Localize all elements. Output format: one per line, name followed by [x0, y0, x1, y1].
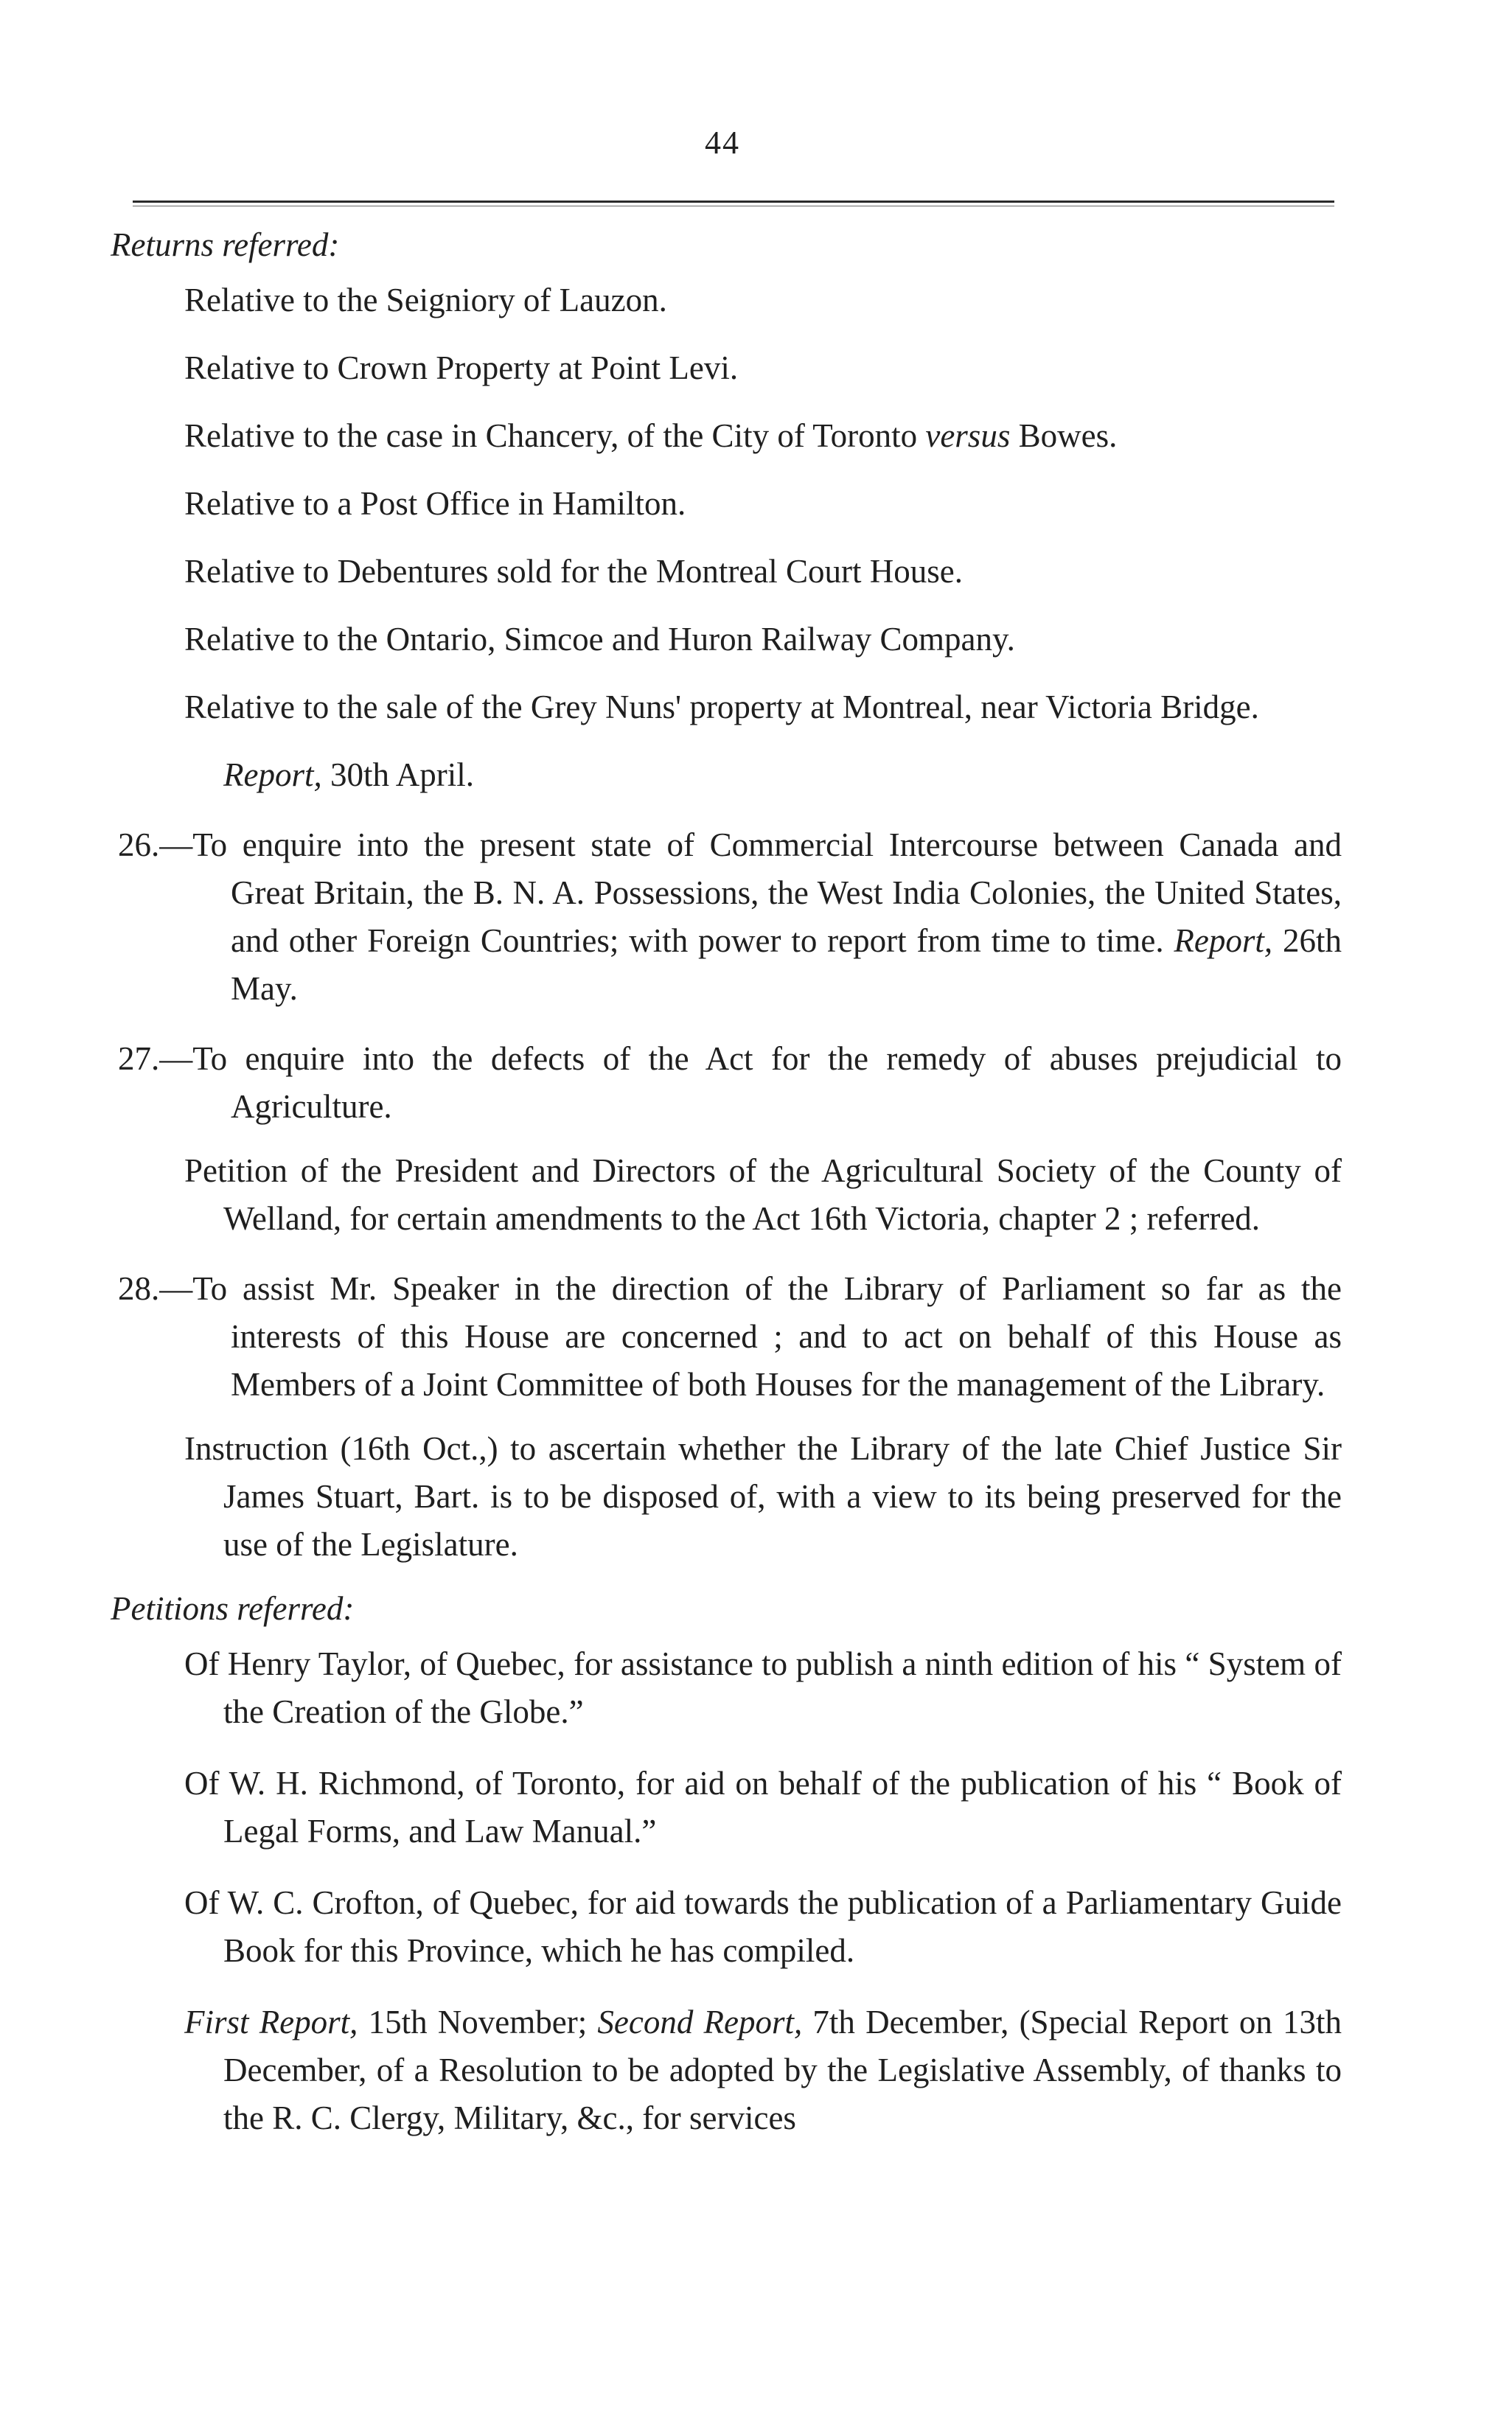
return-item: Relative to Crown Property at Point Levi. — [184, 349, 739, 386]
petition-agricultural-society: Petition of the President and Directors of the Agricultural Society of the County of Welland, for certain amendments to the Act 16th Victoria, chapter 2 ; referred. — [184, 1152, 1342, 1237]
reports-line — [184, 1998, 1342, 2142]
reports-text: 7th December, (Special Report on 13th December, of a Resolution to be adopted by the Legislative Assembly, of thanks to the R. C. Clergy, Military, &c., for services — [223, 2004, 1342, 2136]
page-number: 44 — [705, 125, 740, 161]
return-item: Relative to the sale of the Grey Nuns' property at Montreal, near Victoria Bridge. — [184, 689, 1259, 725]
returns-heading: Returns referred: — [111, 226, 340, 263]
petition-item: Of W. C. Crofton, of Quebec, for aid towards the publication of a Parliamentary Guide Book for this Province, which he has compiled. — [184, 1884, 1342, 1969]
second-report-label: Second Report, — [597, 2004, 803, 2041]
return-item: Relative to the Seigniory of Lauzon. — [184, 282, 667, 318]
versus-word: versus — [925, 417, 1011, 454]
return-item — [184, 412, 1342, 460]
report-date: 30th April. — [330, 756, 474, 793]
petition-item: Of Henry Taylor, of Quebec, for assistance to publish a ninth edition of his “ System of the Creation of the Globe.” — [184, 1645, 1342, 1730]
committee-item-28 — [118, 1265, 1342, 1409]
library-instruction: Instruction (16th Oct.,) to ascertain whether the Library of the late Chief Justice Sir James Stuart, Bart. is to be disposed of, with a view to its being preserved for the use of the Legislature. — [184, 1430, 1342, 1563]
report-label: Report, — [223, 756, 322, 793]
petitions-heading: Petitions referred: — [111, 1590, 355, 1627]
item-number: 26.— — [118, 826, 193, 863]
item-text: To enquire into the present state of Commercial Intercourse between Canada and Great Britain, the B. N. A. Possessions, the West India Colonies, the United States, and other Foreign Countries; with power to report from time to time. — [192, 826, 1342, 959]
report-label: Report, — [1174, 922, 1273, 959]
return-item: Relative to Debentures sold for the Montreal Court House. — [184, 553, 964, 590]
item-number: 28.— — [118, 1270, 193, 1307]
first-report-date: 15th November; — [368, 2004, 588, 2041]
return-item-text: Relative to the case in Chancery, of the City of Toronto — [184, 417, 918, 454]
item-text: To assist Mr. Speaker in the direction of the Library of Parliament so far as the interests of this House are concerned ; and to act on behalf of this House as Members of a Joint Committee of both Houses for the management of the Library. — [192, 1270, 1342, 1403]
item-number: 27.— — [118, 1040, 193, 1077]
document-body — [111, 221, 1342, 2166]
return-item: Relative to the Ontario, Simcoe and Huron Railway Company. — [184, 621, 1015, 658]
return-item: Relative to a Post Office in Hamilton. — [184, 485, 686, 522]
report-date: 26th May. — [231, 922, 1342, 1007]
return-item-end: Bowes. — [1018, 417, 1118, 454]
header-rule — [133, 201, 1334, 206]
committee-item-27 — [118, 1035, 1342, 1131]
petition-item: Of W. H. Richmond, of Toronto, for aid on behalf of the publication of his “ Book of Legal Forms, and Law Manual.” — [184, 1765, 1342, 1850]
returns-report — [223, 751, 1342, 799]
item-text: To enquire into the defects of the Act for the remedy of abuses prejudicial to Agriculture. — [192, 1040, 1342, 1125]
committee-item-26 — [118, 821, 1342, 1013]
first-report-label: First Report, — [184, 2004, 358, 2041]
